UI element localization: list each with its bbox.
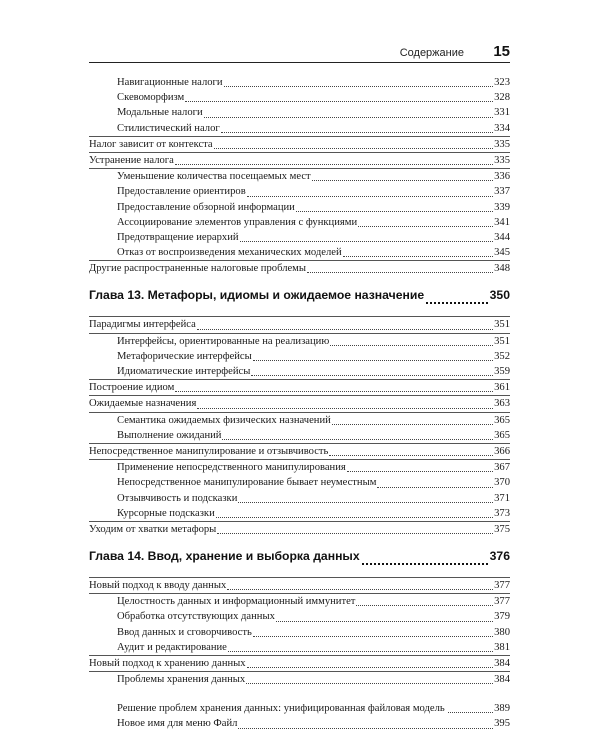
toc-section[interactable] — [89, 521, 510, 537]
toc-page-number: 363 — [494, 398, 510, 410]
chapter-page-number: 376 — [489, 549, 510, 564]
dot-leader — [221, 131, 493, 133]
dot-leader — [329, 454, 493, 456]
dot-leader — [296, 210, 493, 212]
dot-leader — [197, 328, 493, 330]
toc-section[interactable] — [89, 577, 510, 593]
dot-leader — [448, 711, 493, 713]
toc-subsection[interactable] — [89, 687, 510, 716]
toc-entry-title: Аудит и редактирование — [117, 641, 227, 653]
toc-entry-title: Другие распространенные налоговые проблемы — [89, 263, 307, 275]
toc-entry-title: Отказ от воспроизведения механических моделей — [117, 247, 342, 259]
toc-subsection[interactable] — [89, 459, 510, 475]
toc-page-number: 365 — [494, 429, 510, 441]
toc-entry-title: Налог зависит от контекста — [89, 138, 213, 150]
dot-leader — [224, 85, 494, 87]
toc-entry-title: Скевоморфизм — [117, 92, 185, 104]
toc-entry-title: Предоставление ориентиров — [117, 186, 246, 198]
toc-section[interactable] — [89, 655, 510, 671]
toc-page-number: 384 — [494, 658, 510, 669]
toc-entry-title: Ввод данных и сговорчивость — [117, 626, 252, 638]
toc-entry-title: Применение непосредственного манипулирования — [117, 462, 346, 474]
toc-page-number: 371 — [494, 492, 510, 504]
toc-section[interactable] — [89, 260, 510, 276]
toc-subsection[interactable] — [89, 506, 510, 521]
toc-subsection[interactable] — [89, 609, 510, 624]
page-number: 15 — [493, 43, 510, 60]
toc-page-number: 335 — [494, 154, 510, 166]
toc-page-number: 377 — [494, 580, 510, 592]
dot-leader — [238, 727, 493, 729]
toc-entry-title: Новый подход к вводу данных — [89, 580, 227, 592]
toc-page-number: 337 — [494, 186, 510, 198]
toc-subsection[interactable] — [89, 625, 510, 640]
toc-entry-title: Выполнение ожиданий — [117, 429, 222, 441]
toc-page-number: 336 — [494, 171, 510, 183]
toc-page-number: 373 — [494, 507, 510, 519]
toc-entry-title: Метафорические интерфейсы — [117, 350, 252, 362]
toc-page-number: 384 — [494, 674, 510, 686]
toc-entry-title: Построение идиом — [89, 382, 175, 394]
toc-section[interactable] — [89, 379, 510, 395]
toc-entry-title: Идиоматические интерфейсы — [117, 366, 251, 377]
toc-subsection[interactable] — [89, 475, 510, 490]
toc-page-number: 328 — [494, 92, 510, 104]
toc-page-number: 334 — [494, 122, 510, 134]
toc-page-number: 359 — [494, 366, 510, 377]
toc-page-number: 361 — [494, 382, 510, 394]
toc-page-number: 339 — [494, 201, 510, 213]
toc-page-number: 348 — [494, 263, 510, 275]
toc-entry-title: Устранение налога — [89, 154, 174, 166]
toc-section[interactable] — [89, 395, 510, 411]
toc-entry-title: Предоставление обзорной информации — [117, 201, 295, 213]
toc-entry-title: Уходим от хватки метафоры — [89, 523, 217, 535]
toc-entry-title: Новое имя для меню Файл — [117, 718, 238, 730]
toc-page-number: 323 — [494, 77, 510, 88]
toc-page-number: 331 — [494, 107, 510, 119]
toc-entry-title: Курсорные подсказки — [117, 507, 215, 519]
dot-leader — [240, 240, 494, 242]
toc-page-number: 375 — [494, 523, 510, 535]
toc-subsection[interactable] — [89, 215, 510, 230]
toc-subsection[interactable] — [89, 349, 510, 364]
toc-entry-title: Ожидаемые назначения — [89, 398, 197, 410]
toc-page-number: 370 — [494, 477, 510, 489]
toc-entry-title: Ассоциирование элементов управления с функциями — [117, 216, 358, 228]
chapter-heading[interactable] — [89, 549, 510, 571]
dot-leader — [214, 147, 493, 149]
dot-leader — [246, 682, 493, 684]
toc-page-number: 344 — [494, 231, 510, 243]
toc-subsection[interactable] — [89, 168, 510, 184]
toc-page-number: 352 — [494, 350, 510, 362]
dot-leader — [175, 163, 493, 165]
toc-subsection[interactable] — [89, 491, 510, 506]
toc-subsection[interactable] — [89, 90, 510, 105]
toc-page-number: 379 — [494, 611, 510, 623]
toc-entry-title: Решение проблем хранения данных: унифицированная файловая модель — [117, 703, 445, 715]
toc-subsection[interactable] — [89, 105, 510, 120]
toc-section[interactable] — [89, 443, 510, 459]
toc-entry-title: Непосредственное манипулирование бывает неуместным — [117, 477, 377, 489]
dot-leader — [276, 620, 493, 622]
dot-leader — [330, 344, 493, 346]
dot-leader — [251, 374, 493, 376]
chapter-page-number: 350 — [489, 288, 510, 303]
toc-subsection[interactable] — [89, 640, 510, 655]
toc-subsection[interactable] — [89, 412, 510, 428]
toc-page-number: 381 — [494, 641, 510, 653]
running-header — [89, 44, 510, 63]
toc-page-number: 341 — [494, 216, 510, 228]
dot-leader — [347, 470, 493, 472]
toc-subsection[interactable] — [89, 121, 510, 136]
dot-leader — [358, 225, 493, 227]
toc-subsection[interactable] — [89, 671, 510, 687]
toc-entry-title: Уменьшение количества посещаемых мест — [117, 171, 311, 183]
toc-page-number: 377 — [494, 596, 510, 608]
toc-page-number: 365 — [494, 414, 510, 426]
toc-page-number: 366 — [494, 445, 510, 457]
dot-leader — [227, 588, 493, 590]
dot-leader — [197, 407, 493, 409]
toc-subsection[interactable] — [89, 184, 510, 199]
dot-leader — [356, 604, 493, 606]
dot-leader — [312, 179, 493, 181]
dot-leader — [307, 271, 493, 273]
dot-leader — [343, 255, 493, 257]
toc-subsection[interactable] — [89, 428, 510, 443]
dot-leader — [253, 635, 493, 637]
dot-leader — [238, 501, 493, 503]
toc-subsection[interactable] — [89, 364, 510, 379]
toc-subsection[interactable] — [89, 593, 510, 609]
toc-entry-title: Проблемы хранения данных — [117, 674, 246, 686]
toc-page-number: 395 — [494, 718, 510, 730]
dot-leader — [175, 390, 493, 392]
toc-entry-title: Новый подход к хранению данных — [89, 658, 246, 669]
toc-entry-title: Семантика ожидаемых физических назначений — [117, 414, 331, 426]
dot-leader — [247, 666, 494, 668]
toc-entry-title: Модальные налоги — [117, 107, 203, 119]
toc-subsection[interactable] — [89, 230, 510, 245]
toc-page-number: 351 — [494, 319, 510, 331]
toc-entry-title: Отзывчивость и подсказки — [117, 492, 238, 504]
dot-leader — [222, 438, 493, 440]
dot-leader — [185, 100, 493, 102]
toc-page-number: 380 — [494, 626, 510, 638]
dot-leader — [362, 563, 488, 565]
toc-page-number: 345 — [494, 247, 510, 259]
toc-subsection[interactable] — [89, 245, 510, 260]
toc-subsection[interactable] — [89, 716, 510, 731]
toc-section[interactable] — [89, 316, 510, 332]
dot-leader — [217, 532, 493, 534]
dot-leader — [253, 359, 493, 361]
dot-leader — [228, 650, 493, 652]
dot-leader — [377, 486, 493, 488]
toc-entry-title: Интерфейсы, ориентированные на реализацию — [117, 335, 330, 347]
chapter-heading[interactable] — [89, 288, 510, 310]
toc-entry-title: Стилистический налог — [117, 122, 220, 134]
chapter-title: Глава 14. Ввод, хранение и выборка данных — [89, 549, 360, 564]
toc-section[interactable] — [89, 136, 510, 152]
header-title: Содержание — [399, 47, 464, 59]
toc-entry-title: Целостность данных и информационный иммунитет — [117, 596, 356, 608]
toc-page-number: 367 — [494, 462, 510, 474]
toc-subsection[interactable] — [89, 200, 510, 215]
dot-leader — [247, 195, 493, 197]
toc-page-number: 335 — [494, 138, 510, 150]
dot-leader — [426, 302, 488, 304]
toc-section[interactable] — [89, 152, 510, 168]
dot-leader — [216, 516, 493, 518]
toc-subsection[interactable] — [89, 75, 510, 90]
toc-subsection[interactable] — [89, 333, 510, 349]
table-of-contents — [89, 75, 510, 732]
toc-page-number: 389 — [494, 703, 510, 715]
dot-leader — [204, 116, 493, 118]
toc-entry-title: Парадигмы интерфейса — [89, 319, 196, 331]
toc-entry-title: Непосредственное манипулирование и отзывчивость — [89, 445, 329, 457]
toc-entry-title: Предотвращение иерархий — [117, 231, 239, 243]
toc-entry-title: Обработка отсутствующих данных — [117, 611, 275, 623]
dot-leader — [332, 423, 493, 425]
chapter-title: Глава 13. Метафоры, идиомы и ожидаемое назначение — [89, 288, 425, 303]
toc-page-number: 351 — [494, 335, 510, 347]
toc-entry-title: Навигационные налоги — [117, 77, 223, 88]
